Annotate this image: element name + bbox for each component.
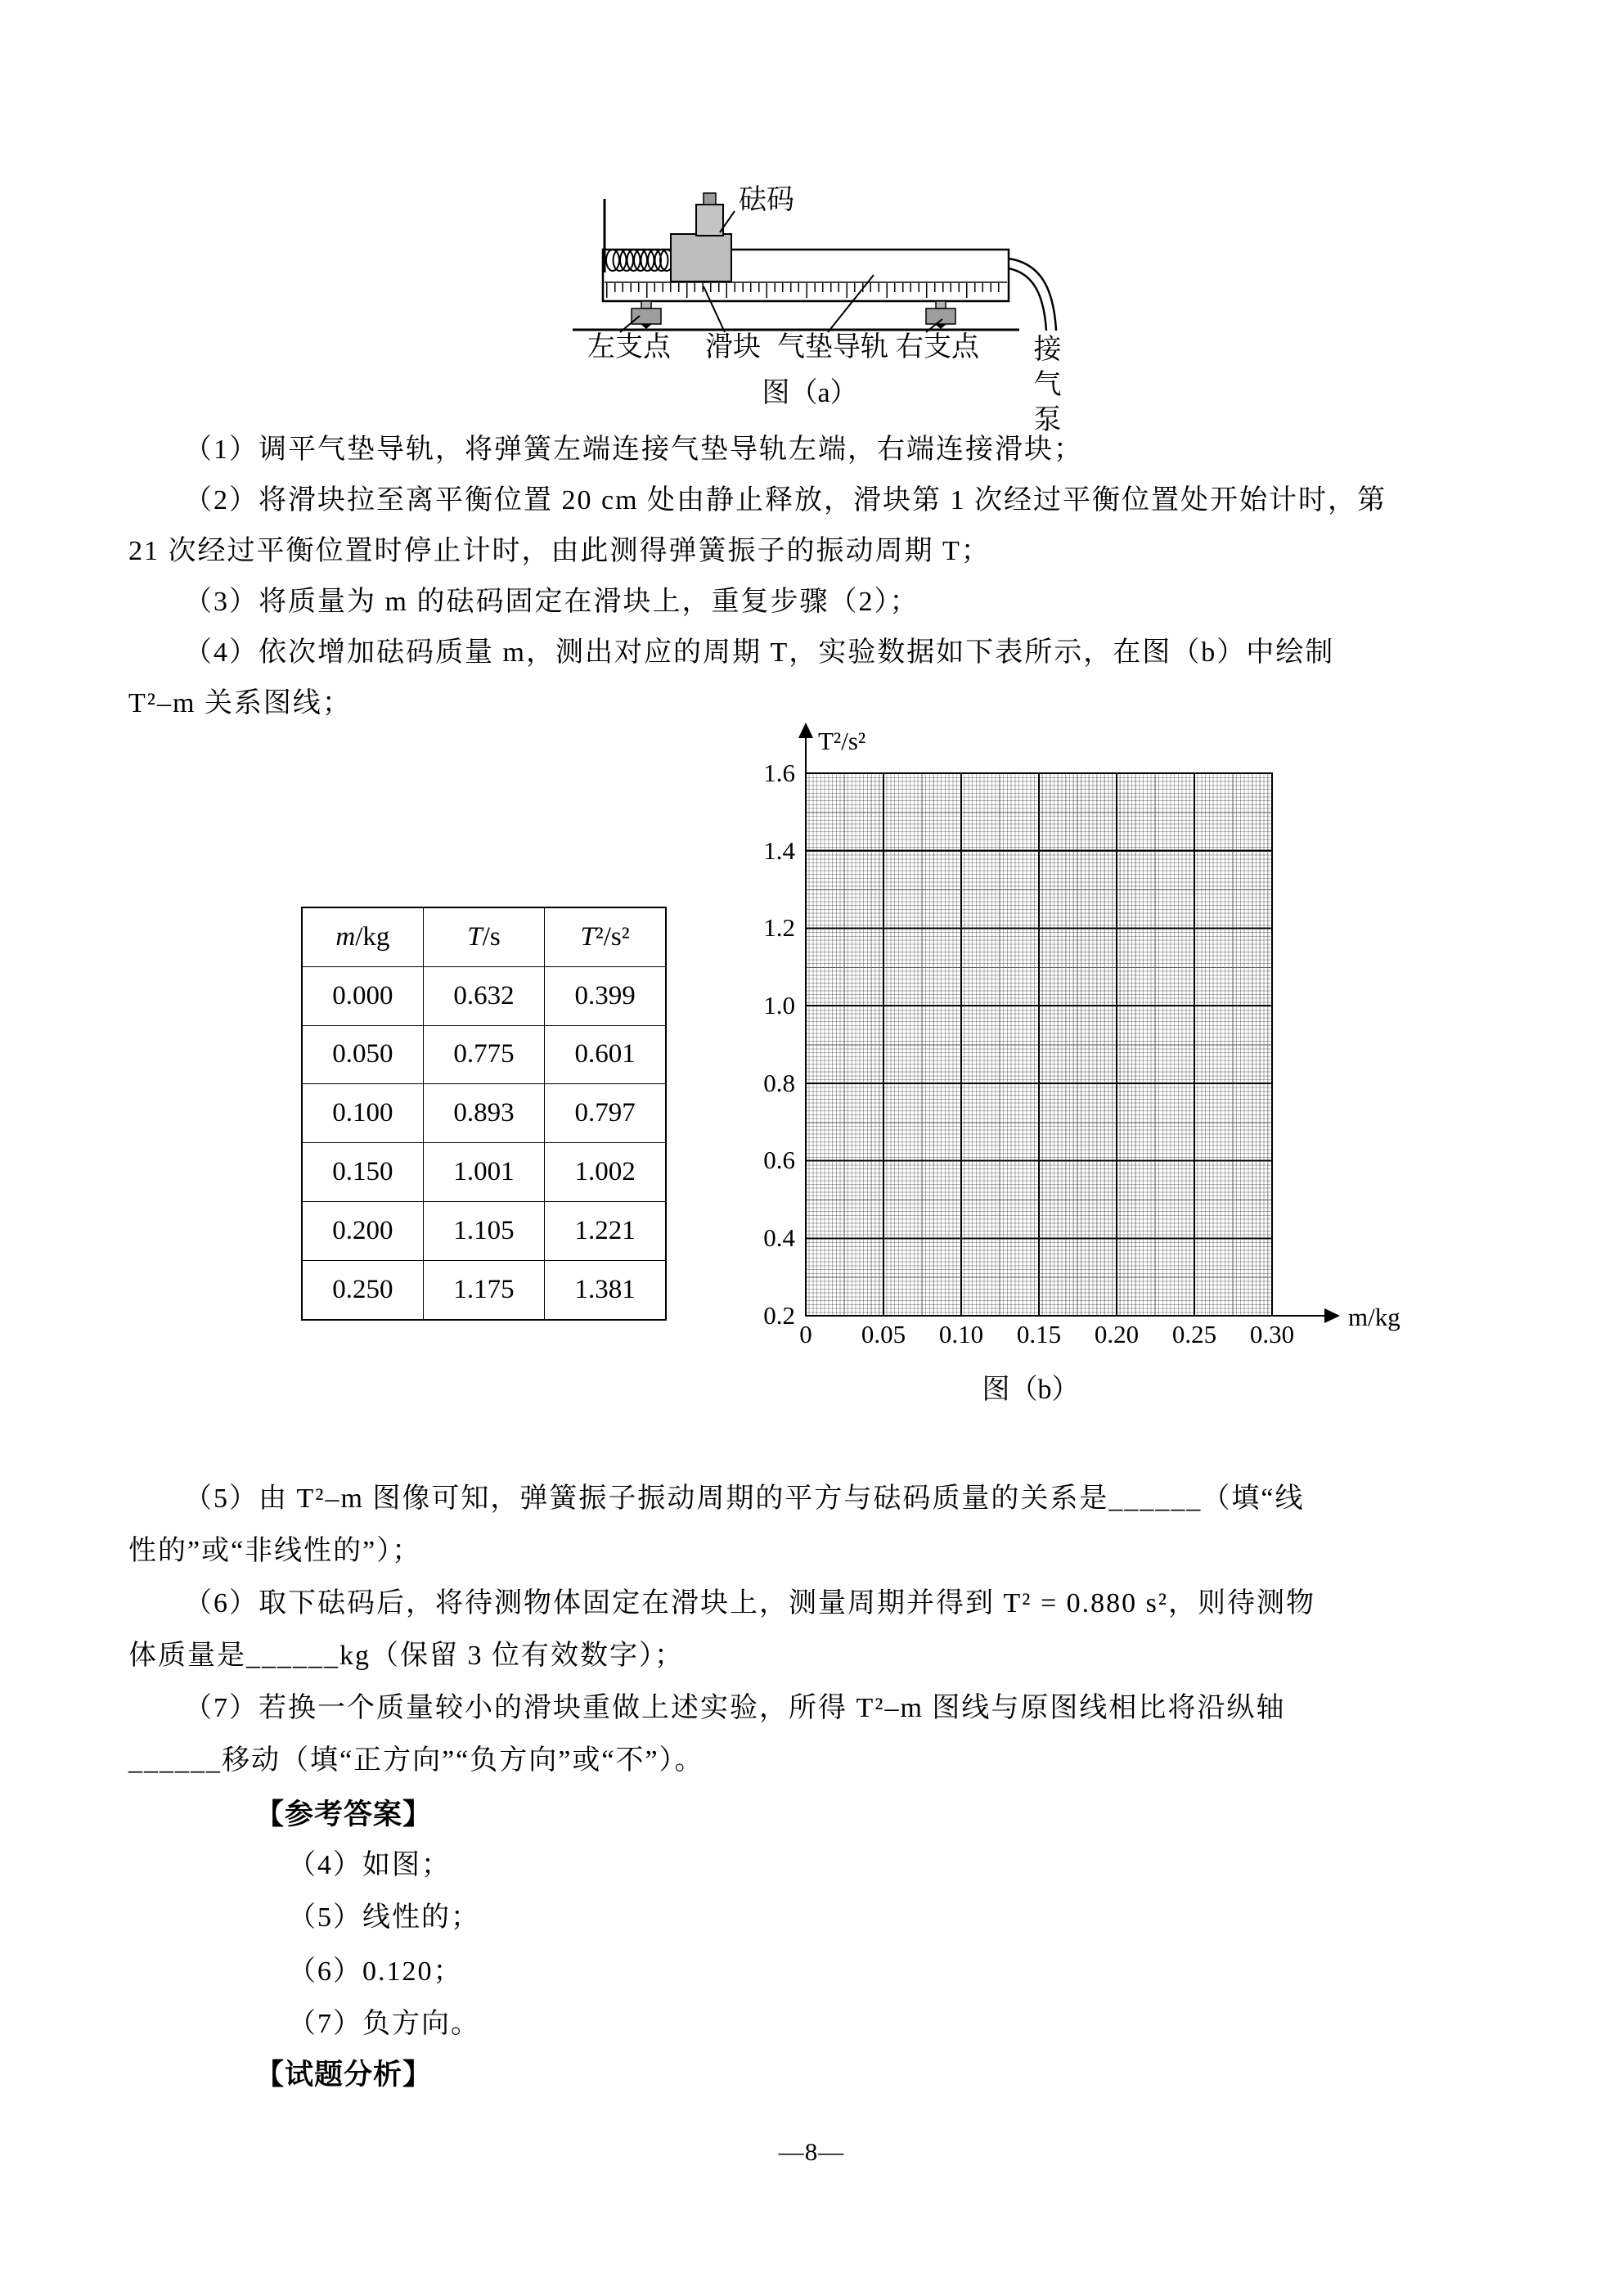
air-pump-label: 接气泵 [1029, 334, 1059, 439]
air-track-label: 气垫导轨 [777, 332, 888, 362]
y-tick-label: 0.2 [763, 1301, 795, 1330]
question-7-line2: ______移动（填“正方向”“负方向”或“不”）。 [128, 1745, 704, 1776]
x-tick-label: 0.15 [1016, 1320, 1062, 1348]
table-row [302, 1201, 666, 1260]
x-tick-label: 0.30 [1249, 1320, 1295, 1348]
y-tick-label: 1.4 [763, 836, 795, 865]
cell-t2-1: 0.601 [545, 1025, 666, 1084]
cell-m-4: 0.200 [302, 1201, 423, 1260]
slider-block [671, 234, 731, 281]
reference-answer-header: 【参考答案】 [255, 1799, 433, 1830]
table-row [302, 1143, 666, 1202]
x-axis-arrow-icon [1324, 1308, 1340, 1323]
y-tick-label: 0.4 [763, 1223, 795, 1252]
y-tick-label: 1.2 [763, 913, 795, 942]
weight-label: 砝码 [739, 185, 794, 215]
page-number: —8— [778, 2137, 845, 2166]
cell-t-4: 1.105 [423, 1201, 544, 1260]
table-row [302, 966, 666, 1025]
cell-m-1: 0.050 [302, 1025, 423, 1084]
cell-t2-4: 1.221 [545, 1201, 666, 1260]
analysis-header: 【试题分析】 [255, 2059, 433, 2091]
answer-5: （5）线性的； [288, 1902, 480, 1933]
y-tick-label: 1.0 [763, 991, 795, 1020]
y-axis-title: T²/s² [818, 727, 866, 755]
weight-knob [704, 193, 716, 205]
step-4-text-line2: T²–m 关系图线； [128, 688, 352, 718]
y-axis-arrow-icon [798, 723, 813, 738]
ruler-ticks-long [606, 283, 1006, 298]
x-tick-label: 0 [799, 1320, 812, 1348]
table-header-period: T/s [423, 907, 544, 966]
table-row [302, 1084, 666, 1143]
cell-t-3: 1.001 [423, 1143, 544, 1202]
cell-t-0: 0.632 [423, 966, 544, 1025]
x-tick-label: 0.25 [1171, 1320, 1217, 1348]
x-axis-title: m/kg [1348, 1303, 1400, 1331]
cell-t2-2: 0.797 [545, 1084, 666, 1143]
measurement-table [301, 907, 667, 1321]
table-header-mass: m/kg [302, 907, 423, 966]
y-tick-label: 1.6 [763, 759, 795, 787]
question-6-line2: 体质量是______kg（保留 3 位有效数字）； [128, 1641, 684, 1671]
x-tick-label: 0.10 [938, 1320, 984, 1348]
question-5-line2: 性的”或“非线性的”）； [128, 1536, 422, 1566]
cell-t-5: 1.175 [423, 1260, 544, 1319]
answer-4: （4）如图； [288, 1850, 451, 1880]
x-tick-label: 0.20 [1094, 1320, 1140, 1348]
table-row [302, 1025, 666, 1084]
right-support-foot [926, 301, 955, 329]
cell-t-1: 0.775 [423, 1025, 544, 1084]
left-support-foot [632, 301, 661, 329]
cell-m-0: 0.000 [302, 966, 423, 1025]
table-header-period-squared: T²/s² [545, 907, 666, 966]
cell-m-3: 0.150 [302, 1143, 423, 1202]
figure-a-caption: 图（a） [762, 378, 858, 408]
y-tick-label: 0.8 [763, 1069, 795, 1097]
answer-6: （6）0.120； [288, 1956, 463, 1987]
step-1-text: （1）调平气垫导轨，将弹簧左端连接气垫导轨左端，右端连接滑块； [184, 434, 1083, 465]
cell-m-5: 0.250 [302, 1260, 423, 1319]
question-7-line1: （7）若换一个质量较小的滑块重做上述实验，所得 T²–m 图线与原图线相比将沿纵轴 [184, 1693, 1286, 1723]
left-support-label: 左支点 [587, 332, 671, 362]
weight-body [696, 205, 723, 236]
answer-7: （7）负方向。 [288, 2009, 480, 2039]
cell-t2-5: 1.381 [545, 1260, 666, 1319]
step-3-text: （3）将质量为 m 的砝码固定在滑块上，重复步骤（2）； [184, 587, 919, 617]
x-axis-line [1271, 1315, 1325, 1317]
y-tick-label: 0.6 [763, 1146, 795, 1174]
question-6-line1: （6）取下砝码后，将待测物体固定在滑块上，测量周期并得到 T² = 0.880 s²，则待测物 [184, 1588, 1316, 1618]
table-header-row [302, 907, 666, 966]
graph-paper-grid [805, 772, 1273, 1317]
cell-t2-3: 1.002 [545, 1143, 666, 1202]
step-2-text-line1: （2）将滑块拉至离平衡位置 20 cm 处由静止释放，滑块第 1 次经过平衡位置处开始计时，第 [184, 485, 1387, 515]
t2-m-chart [736, 720, 1423, 1416]
y-axis-line [805, 736, 807, 772]
question-5-line1: （5）由 T²–m 图像可知，弹簧振子振动周期的平方与砝码质量的关系是______（填“线 [184, 1483, 1305, 1514]
cell-t-2: 0.893 [423, 1084, 544, 1143]
figure-b-caption: 图（b） [982, 1375, 1080, 1405]
cell-m-2: 0.100 [302, 1084, 423, 1143]
slider-label: 滑块 [705, 332, 761, 362]
table-row [302, 1260, 666, 1319]
right-support-label: 右支点 [896, 332, 979, 362]
x-tick-label: 0.05 [861, 1320, 906, 1348]
step-2-text-line2: 21 次经过平衡位置时停止计时，由此测得弹簧振子的振动周期 T； [128, 536, 991, 566]
step-4-text-line1: （4）依次增加砝码质量 m，测出对应的周期 T，实验数据如下表所示，在图（b）中绘制 [184, 637, 1335, 668]
cell-t2-0: 0.399 [545, 966, 666, 1025]
